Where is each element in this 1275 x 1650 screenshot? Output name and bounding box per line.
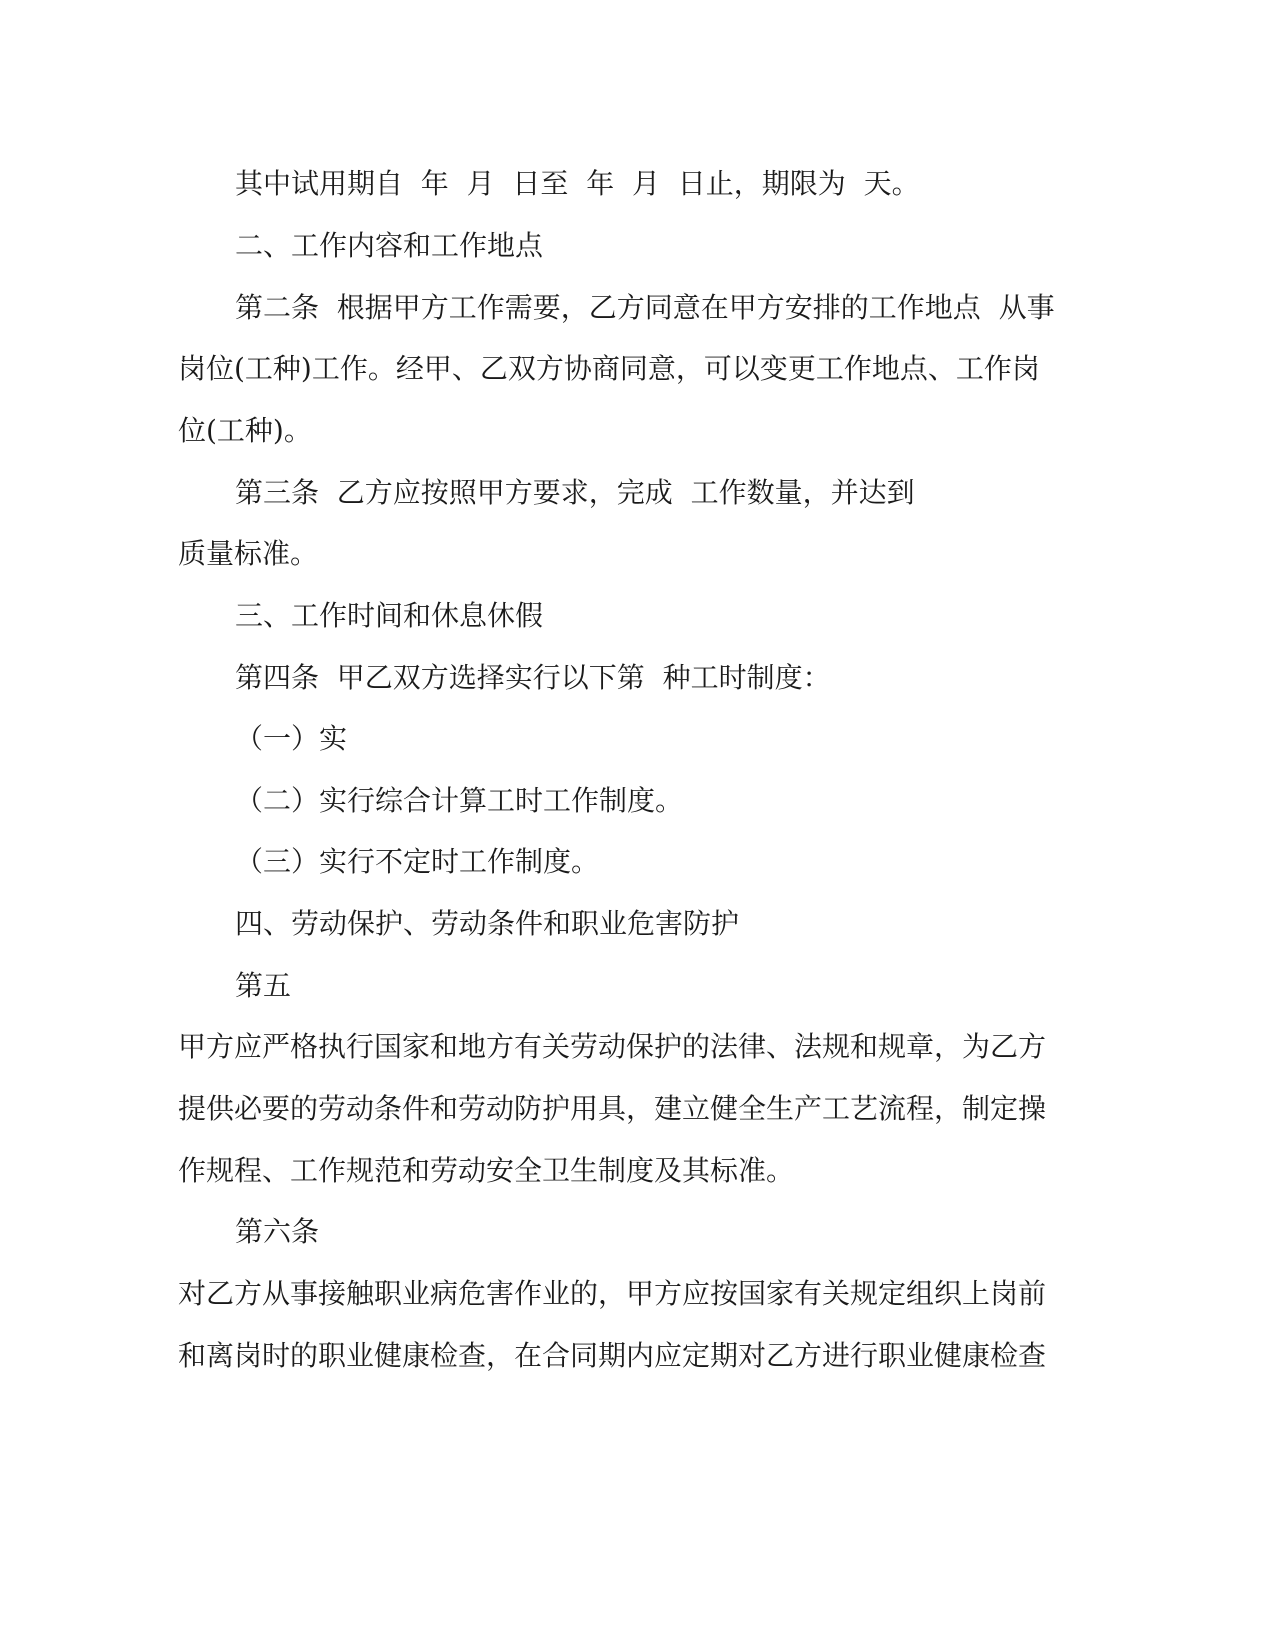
article-6-line-1: 对乙方从事接触职业病危害作业的，甲方应按国家有关规定组织上岗前 xyxy=(178,1277,1047,1310)
hours-option-3: （三）实行不定时工作制度。 xyxy=(235,845,600,878)
article-4-line: 第四条 甲乙双方选择实行以下第 种工时制度： xyxy=(235,661,831,694)
trial-period-line: 其中试用期自 年 月 日至 年 月 日止，期限为 天。 xyxy=(235,167,920,200)
article-5-line-2: 提供必要的劳动条件和劳动防护用具，建立健全生产工艺流程，制定操 xyxy=(178,1092,1047,1125)
hours-option-1: （一）实 xyxy=(235,722,348,755)
article-5-line-3: 作规程、工作规范和劳动安全卫生制度及其标准。 xyxy=(178,1154,795,1187)
section-heading-work-content: 二、工作内容和工作地点 xyxy=(235,229,544,262)
article-5-label: 第五 xyxy=(235,969,292,1002)
section-heading-protection: 四、劳动保护、劳动条件和职业危害防护 xyxy=(235,907,740,940)
article-2-line-2: 岗位(工种)工作。经甲、乙双方协商同意，可以变更工作地点、工作岗 xyxy=(178,352,1040,385)
article-6-label: 第六条 xyxy=(235,1215,320,1248)
article-3-line-2: 质量标准。 xyxy=(178,537,319,570)
section-heading-work-hours: 三、工作时间和休息休假 xyxy=(235,599,544,632)
article-6-line-2: 和离岗时的职业健康检查，在合同期内应定期对乙方进行职业健康检查 xyxy=(178,1339,1047,1372)
hours-option-2: （二）实行综合计算工时工作制度。 xyxy=(235,784,684,817)
article-2-line-1: 第二条 根据甲方工作需要，乙方同意在甲方安排的工作地点 从事 xyxy=(235,291,1055,324)
article-5-line-1: 甲方应严格执行国家和地方有关劳动保护的法律、法规和规章，为乙方 xyxy=(178,1030,1047,1063)
article-2-line-3: 位(工种)。 xyxy=(178,414,312,447)
article-3-line-1: 第三条 乙方应按照甲方要求，完成 工作数量，并达到 xyxy=(235,476,915,509)
